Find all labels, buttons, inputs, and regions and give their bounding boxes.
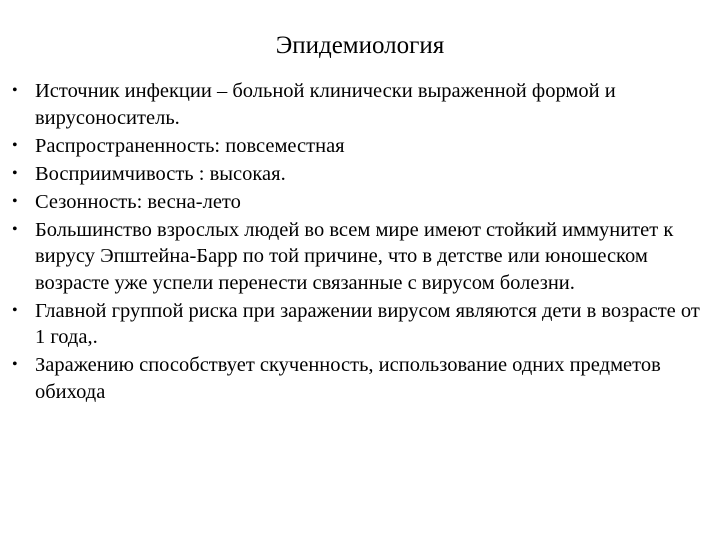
bullet-dot-icon: • [12,220,18,238]
slide-title: Эпидемиология [275,32,445,59]
bullet-item [12,78,712,131]
bullet-dot-icon: • [12,192,18,210]
bullet-dot-icon: • [12,82,18,99]
bullet-item [12,161,712,188]
bullet-item [12,217,712,297]
bullet-item [12,133,712,160]
bullet-dot-icon: • [12,136,18,154]
bullet-text: Источник инфекции – больной клинически выраженной формой и вирусоноситель. [35,80,616,129]
bullet-item [12,298,712,351]
bullet-dot-icon: • [12,356,18,373]
bullet-text: Распространенность: повсеместная [35,134,345,157]
bullet-text: Главной группой риска при заражении вирусом являются дети в возрасте от 1 года,. [35,299,700,348]
bullet-text: Восприимчивость : высокая. [35,162,286,185]
bullet-dot-icon: • [12,164,18,182]
bullet-list [12,78,712,407]
bullet-item [12,189,712,216]
bullet-dot-icon: • [12,301,18,319]
bullet-item [12,352,712,405]
bullet-text: Сезонность: весна-лето [35,190,241,213]
bullet-text: Заражению способствует скученность, использование одних предметов обихода [35,354,661,403]
bullet-text: Большинство взрослых людей во всем мире имеют стойкий иммунитет к вирусу Эпштейна-Барр по той причине, что в детстве или юношеском возрасте уже успели перенести связанные с вирусом болезни. [35,218,674,294]
